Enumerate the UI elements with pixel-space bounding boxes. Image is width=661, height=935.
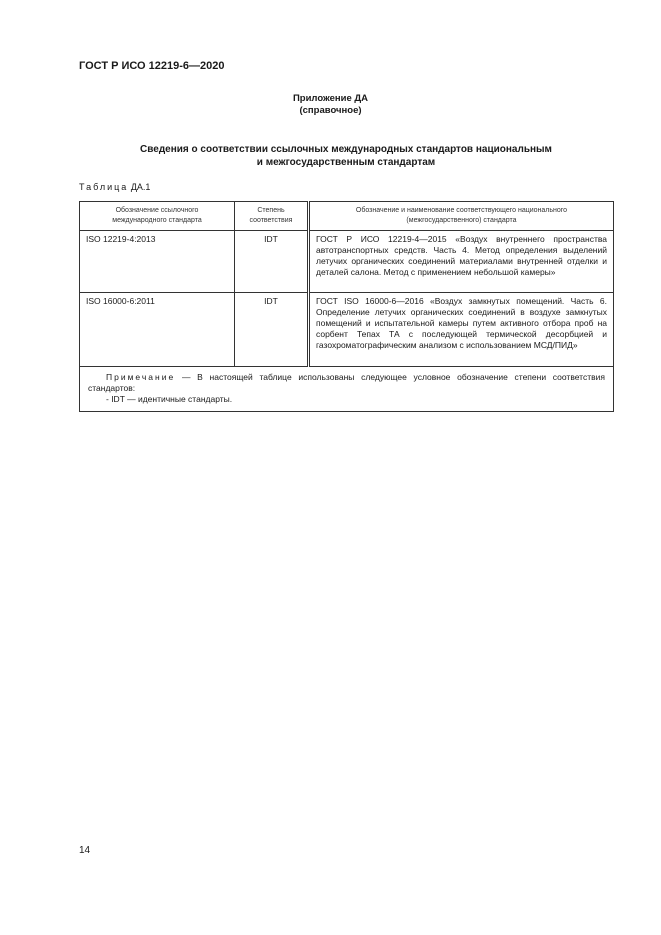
header-national-standard	[309, 202, 614, 231]
section-title	[79, 143, 613, 169]
annex-title: Приложение ДА	[292, 93, 369, 104]
table-row	[80, 231, 614, 293]
cell-reference: ISO 16000-6:2011	[80, 293, 235, 367]
table-caption-id: ДА.1	[130, 182, 151, 192]
table-header-row	[80, 202, 614, 231]
table-note	[80, 367, 614, 412]
annex-heading	[0, 93, 661, 117]
table-note-row	[80, 367, 614, 412]
cell-national-standard: ГОСТ ISO 16000-6—2016 «Воздух замкнутых помещений. Часть 6. Определение летучих органических соединений в воздухе замкнутых помещений и испытательной камеры путем активного отбора проб на сорбент Тепах ТА с последующей термической десорбцией и газохроматографическим анализом с использованием МСД/ПИД»	[309, 293, 614, 367]
header-reference-standard	[80, 202, 235, 231]
section-title-line1: Сведения о соответствии ссылочных международных стандартов национальным	[140, 144, 552, 155]
header-desc-line2: (межгосударственного) стандарта	[406, 217, 517, 224]
page-number: 14	[79, 845, 91, 856]
header-degree	[235, 202, 309, 231]
section-title-line2: и межгосударственным стандартам	[256, 157, 436, 168]
note-paragraph	[88, 372, 605, 394]
header-degree-line1: Степень	[257, 207, 285, 214]
note-item: - IDT — идентичные стандарты.	[106, 394, 233, 404]
table-caption	[79, 182, 150, 192]
table-caption-word: Таблица	[79, 182, 129, 192]
header-ref-line1: Обозначение ссылочного	[115, 207, 199, 214]
header-degree-line2: соответствия	[249, 217, 293, 224]
header-ref-line2: международного стандарта	[112, 217, 202, 224]
table-row	[80, 293, 614, 367]
cell-degree: IDT	[235, 293, 309, 367]
cell-reference: ISO 12219-4:2013	[80, 231, 235, 293]
document-code: ГОСТ Р ИСО 12219-6—2020	[79, 60, 225, 72]
cell-national-standard: ГОСТ Р ИСО 12219-4—2015 «Воздух внутреннего пространства автотранспортных средств. Часть 4. Метод определения выделений летучих органических соединений материалами внутренней отделки и деталей салона. Метод с применением небольшой камеры»	[309, 231, 614, 293]
annex-subtitle: (справочное)	[299, 105, 362, 116]
header-desc-line1: Обозначение и наименование соответствующего национального	[355, 207, 568, 214]
correspondence-table	[79, 201, 614, 412]
note-text: — В настоящей таблице использованы следующее условное обозначение степени соответствия стандартов:	[88, 372, 605, 393]
cell-degree: IDT	[235, 231, 309, 293]
note-label: Примечание	[106, 372, 176, 382]
